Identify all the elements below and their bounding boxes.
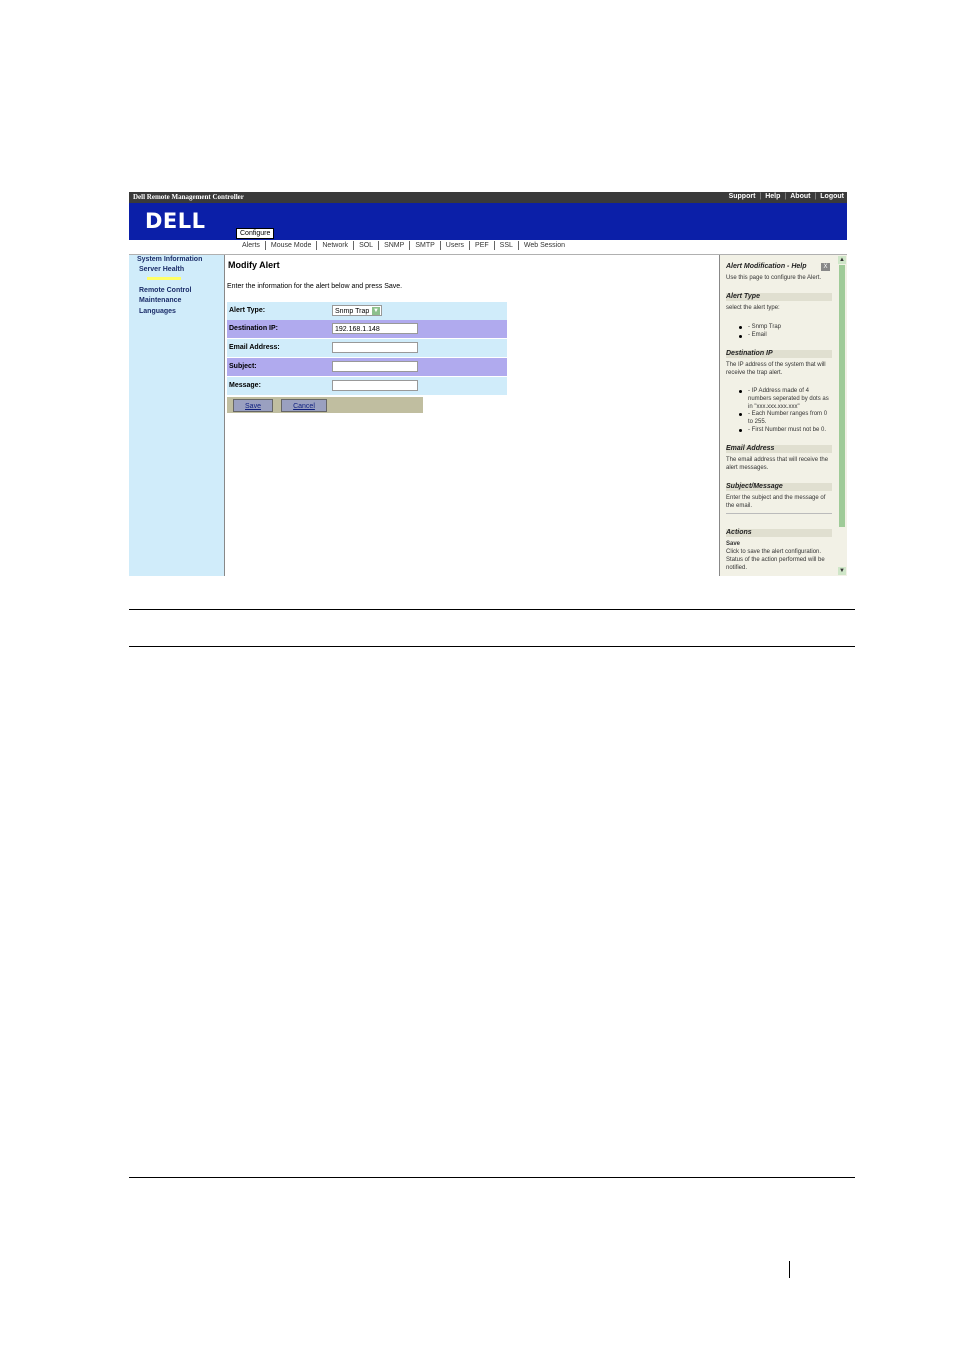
alert-type-value: Snmp Trap (335, 308, 370, 315)
alert-type-row (227, 302, 507, 320)
message-label: Message: (229, 382, 261, 389)
help-bullet: - Each Number ranges from 0 to 255. (748, 411, 828, 425)
dell-logo: DELL (145, 209, 206, 233)
subject-input[interactable] (332, 361, 418, 372)
sidebar (129, 255, 225, 576)
help-text-subject-message: Enter the subject and the message of the email. (726, 495, 826, 509)
help-panel (719, 255, 847, 576)
subnav-web-session[interactable]: Web Session (523, 242, 566, 249)
top-links (729, 193, 844, 200)
app-title: Dell Remote Management Controller (133, 193, 244, 201)
subnav-snmp[interactable]: SNMP (379, 241, 410, 250)
scroll-up-icon[interactable]: ▲ (839, 257, 845, 263)
page-marker (789, 1261, 790, 1278)
save-button[interactable]: Save (233, 399, 273, 412)
about-link[interactable]: About (790, 193, 811, 200)
subject-label: Subject: (229, 363, 257, 370)
sidebar-item-system-information[interactable]: System Information (137, 256, 203, 263)
message-row (227, 377, 507, 395)
bullet-icon (739, 413, 742, 416)
button-bar (227, 397, 423, 413)
logout-link[interactable]: Logout (820, 193, 844, 200)
help-bullet: - Snmp Trap (748, 324, 782, 330)
subnav-mouse-mode[interactable]: Mouse Mode (266, 241, 317, 250)
subnav-network[interactable]: Network (317, 241, 354, 250)
destination-ip-label: Destination IP: (229, 325, 279, 332)
bullet-icon (739, 335, 742, 338)
alert-type-label: Alert Type: (229, 307, 266, 314)
help-heading-email-address: Email Address (726, 445, 832, 453)
sidebar-item-languages[interactable]: Languages (139, 308, 176, 315)
help-bullet: - First Number must not be 0. (748, 427, 827, 433)
separator: | (784, 193, 787, 200)
tab-configure[interactable]: Configure (236, 228, 274, 239)
bullet-icon (739, 390, 742, 393)
divider (726, 513, 832, 514)
help-heading-subject-message: Subject/Message (726, 483, 832, 491)
screenshot-window (129, 192, 847, 576)
help-text-destination-ip: The IP address of the system that will receive the trap alert. (726, 362, 826, 376)
divider (129, 609, 855, 610)
help-link[interactable]: Help (765, 193, 781, 200)
help-heading-actions: Actions (726, 529, 832, 537)
page-title: Modify Alert (228, 260, 280, 270)
chevron-down-icon[interactable]: ▼ (373, 308, 379, 314)
divider (129, 1177, 855, 1178)
help-bullet: - IP Address made of 4 numbers seperated by dots as in "xxx.xxx.xxx.xxx" (748, 388, 829, 410)
subnav-users[interactable]: Users (441, 241, 470, 250)
bullet-icon (739, 429, 742, 432)
subnav-smtp[interactable]: SMTP (410, 241, 440, 250)
close-icon[interactable]: X (821, 263, 830, 271)
sidebar-item-maintenance[interactable]: Maintenance (139, 297, 182, 304)
destination-ip-input[interactable]: 192.168.1.148 (332, 323, 418, 334)
email-address-label: Email Address: (229, 344, 280, 351)
top-bar (129, 192, 847, 203)
help-title: Alert Modification - Help (726, 263, 807, 270)
email-address-input[interactable] (332, 342, 418, 353)
help-text-alert-type: select the alert type: (726, 305, 780, 311)
main-content (225, 255, 719, 576)
separator: | (814, 193, 817, 200)
help-actions-save: Save (726, 541, 741, 547)
scroll-down-icon[interactable]: ▼ (839, 568, 845, 574)
help-heading-destination-ip: Destination IP (726, 350, 832, 358)
help-heading-alert-type: Alert Type (726, 293, 832, 301)
subnav-sol[interactable]: SOL (354, 241, 379, 250)
subject-row (227, 358, 507, 376)
sub-navigation (129, 240, 847, 255)
bullet-icon (739, 326, 742, 329)
help-intro: Use this page to configure the Alert. (726, 275, 822, 281)
separator: | (759, 193, 762, 200)
header-banner (129, 203, 847, 240)
cancel-button[interactable]: Cancel (281, 399, 327, 412)
sidebar-highlight (147, 277, 181, 280)
help-bullet: - Email (748, 332, 767, 338)
help-text-actions: Click to save the alert configuration. Status of the action performed will be notified. (726, 549, 825, 571)
support-link[interactable]: Support (728, 193, 756, 200)
scrollbar-thumb[interactable] (839, 265, 845, 527)
subnav-alerts[interactable]: Alerts (237, 241, 266, 250)
subnav-pef[interactable]: PEF (470, 241, 495, 250)
email-address-row (227, 339, 507, 357)
divider (129, 646, 855, 647)
subnav-ssl[interactable]: SSL (495, 241, 519, 250)
help-text-email-address: The email address that will receive the alert messages. (726, 457, 829, 471)
sidebar-item-server-health[interactable]: Server Health (139, 266, 185, 273)
message-input[interactable] (332, 380, 418, 391)
sidebar-item-remote-control[interactable]: Remote Control (139, 287, 192, 294)
help-scrollbar[interactable] (837, 255, 847, 576)
page-intro: Enter the information for the alert below and press Save. (227, 283, 403, 290)
destination-ip-row (227, 320, 507, 338)
alert-type-select[interactable] (332, 305, 382, 316)
